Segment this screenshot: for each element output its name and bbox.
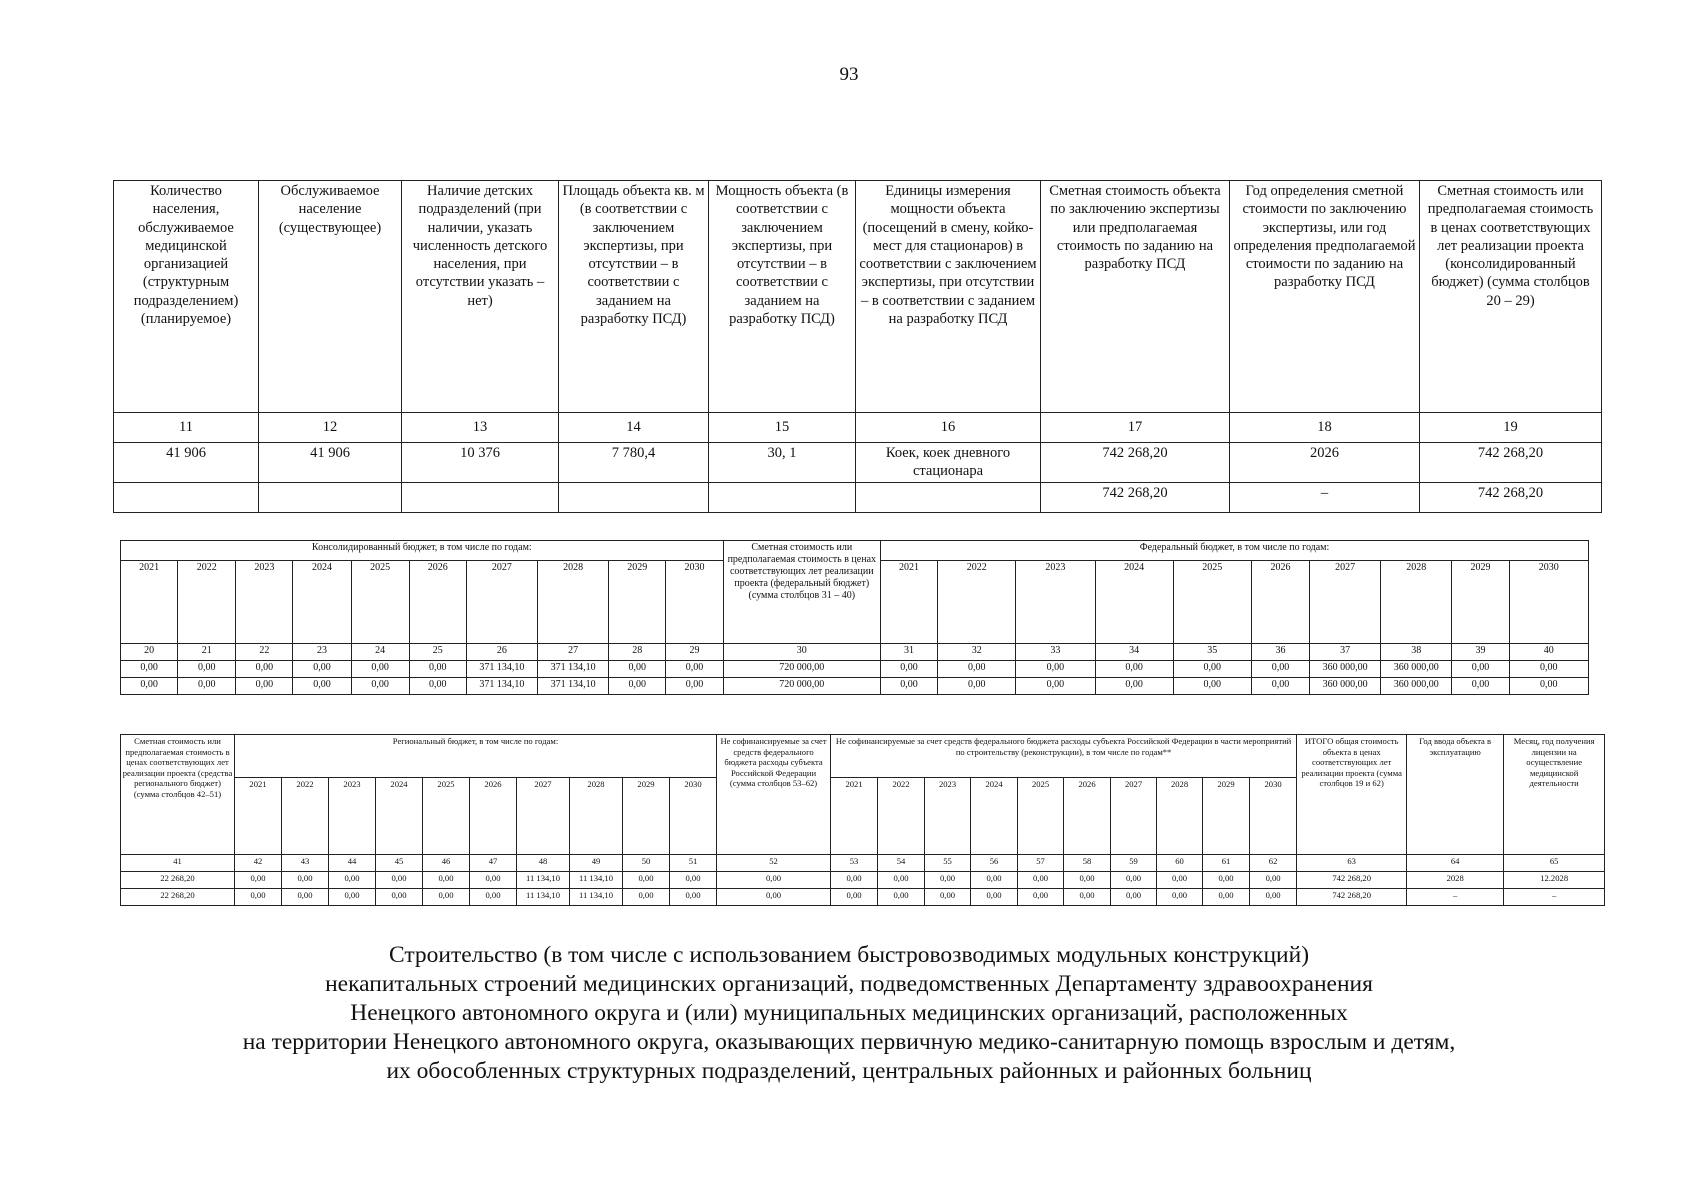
cell: 0,00: [1095, 678, 1173, 695]
cell: 0,00: [670, 872, 717, 889]
col-number: 22: [236, 644, 293, 661]
col-number: 33: [1016, 644, 1095, 661]
col-number: 56: [971, 855, 1018, 872]
cell: 0,00: [1018, 872, 1064, 889]
cell: 0,00: [470, 889, 517, 906]
col-number: 20: [121, 644, 178, 661]
cell: 0,00: [178, 661, 236, 678]
cell: 22 268,20: [121, 889, 235, 906]
year-header: 2028: [1381, 561, 1452, 644]
license-date-label: Месяц, год получения лицензии на осуществление медицинской деятельности: [1504, 735, 1605, 855]
cell: 360 000,00: [1310, 661, 1381, 678]
title-line: некапитальных строений медицинских организаций, подведомственных Департаменту здравоохранения: [325, 971, 1373, 997]
cell: 0,00: [1018, 889, 1064, 906]
col-number: 28: [609, 644, 666, 661]
year-header: 2023: [236, 561, 293, 644]
col-number: 58: [1064, 855, 1111, 872]
cell: 0,00: [717, 889, 831, 906]
table3-col-numbers: [121, 855, 1605, 872]
cell: 360 000,00: [1381, 661, 1452, 678]
cell: 0,00: [831, 889, 878, 906]
cell: 0,00: [121, 678, 178, 695]
cell: 0,00: [1016, 661, 1095, 678]
table1-header-row: [114, 181, 1602, 413]
cell: [709, 482, 856, 512]
cell: 0,00: [1251, 661, 1309, 678]
year-header: 2024: [293, 561, 351, 644]
col-number: 14: [559, 413, 709, 443]
cell: 0,00: [670, 889, 717, 906]
cell: 742 268,20: [1041, 443, 1230, 483]
col-number: 45: [376, 855, 423, 872]
cell: 742 268,20: [1297, 872, 1407, 889]
cell: 360 000,00: [1310, 678, 1381, 695]
col-number: 59: [1111, 855, 1157, 872]
commission-year-label: Год ввода объекта в эксплуатацию: [1407, 735, 1504, 855]
header-cell: Мощность объекта (в соответствии с заключением экспертизы, при отсутствии – в соответствии с заданием на разработку ПСД): [709, 181, 856, 413]
cell: 41 906: [114, 443, 259, 483]
cell: [559, 482, 709, 512]
col-number: 54: [878, 855, 925, 872]
year-header: 2029: [623, 778, 670, 855]
cell: 0,00: [282, 889, 329, 906]
col-number: 17: [1041, 413, 1230, 443]
cell: 0,00: [925, 872, 971, 889]
table2-col-numbers: [121, 644, 1589, 661]
cell: 371 134,10: [466, 678, 537, 695]
col-number: 13: [402, 413, 559, 443]
year-header: 2022: [878, 778, 925, 855]
year-header: 2030: [666, 561, 723, 644]
cell: –: [1230, 482, 1420, 512]
cell: 2028: [1407, 872, 1504, 889]
title-line: Ненецкого автономного округа и (или) муниципальных медицинских организаций, расположенных: [350, 1000, 1348, 1026]
cell: 0,00: [1173, 661, 1251, 678]
title-line: на территории Ненецкого автономного округа, оказывающих первичную медико-санитарную помощь взрослым и детям,: [242, 1029, 1456, 1055]
year-header: 2022: [938, 561, 1016, 644]
table-row: [121, 872, 1605, 889]
cell: 2026: [1230, 443, 1420, 483]
year-header: 2029: [1203, 778, 1250, 855]
header-cell: Обслуживаемое население (существующее): [259, 181, 402, 413]
col-number: 26: [466, 644, 537, 661]
col-number: 42: [235, 855, 282, 872]
cell: 0,00: [409, 678, 466, 695]
cell: 0,00: [329, 872, 376, 889]
cell: –: [1407, 889, 1504, 906]
col-number: 11: [114, 413, 259, 443]
table-row: [121, 661, 1589, 678]
col-number: 65: [1504, 855, 1605, 872]
header-cell: Площадь объекта кв. м (в соответствии с заключением экспертизы, при отсутствии – в соответствии с заданием на разработку ПСД): [559, 181, 709, 413]
col-number: 34: [1095, 644, 1173, 661]
cell: 41 906: [259, 443, 402, 483]
header-cell: Год определения сметной стоимости по заключению экспертизы, или год определения предполагаемой стоимости по заданию на разработку ПСД: [1230, 181, 1420, 413]
cell: 0,00: [971, 872, 1018, 889]
year-header: 2028: [570, 778, 623, 855]
col-number: 35: [1173, 644, 1251, 661]
year-header: 2027: [1310, 561, 1381, 644]
cell: 0,00: [666, 678, 723, 695]
year-header: 2029: [609, 561, 666, 644]
cell: 12.2028: [1504, 872, 1605, 889]
cell: 0,00: [423, 889, 470, 906]
col-number: 30: [723, 644, 880, 661]
year-header: 2027: [517, 778, 570, 855]
cell: 11 134,10: [570, 889, 623, 906]
title-line: Строительство (в том числе с использованием быстровозводимых модульных конструкций): [388, 942, 1310, 968]
federal-cost-label: Сметная стоимость или предполагаемая стоимость в ценах соответствующих лет реализации проекта (федеральный бюджет) (сумма столбцов 31 – 40): [723, 541, 880, 644]
year-header: 2028: [1157, 778, 1203, 855]
table-row: [114, 482, 1602, 512]
cell: 0,00: [666, 661, 723, 678]
cell: 371 134,10: [538, 661, 609, 678]
col-number: 24: [351, 644, 409, 661]
year-header: 2025: [1018, 778, 1064, 855]
cell: 0,00: [623, 872, 670, 889]
non-cofinanced-years-label: Не софинансируемые за счет средств федерального бюджета расходы субъекта Российской Федерации в части мероприятий по строительству (реконструкции), в том числе по годам**: [831, 735, 1297, 778]
cell: [856, 482, 1041, 512]
col-number: 31: [880, 644, 937, 661]
year-header: 2030: [1250, 778, 1297, 855]
cell: 0,00: [293, 661, 351, 678]
cell: 10 376: [402, 443, 559, 483]
header-cell: Сметная стоимость объекта по заключению экспертизы или предполагаемая стоимость по заданию на разработку ПСД: [1041, 181, 1230, 413]
cell: 0,00: [1064, 872, 1111, 889]
col-number: 18: [1230, 413, 1420, 443]
cell: 742 268,20: [1420, 482, 1602, 512]
object-parameters-table: [113, 180, 1602, 513]
col-number: 49: [570, 855, 623, 872]
col-number: 43: [282, 855, 329, 872]
col-number: 23: [293, 644, 351, 661]
col-number: 40: [1509, 644, 1588, 661]
col-number: 52: [717, 855, 831, 872]
cell: 742 268,20: [1420, 443, 1602, 483]
cell: 0,00: [423, 872, 470, 889]
cell: 0,00: [1251, 678, 1309, 695]
header-cell: Сметная стоимость или предполагаемая стоимость в ценах соответствующих лет реализации проекта (консолидированный бюджет) (сумма столбцов 20 – 29): [1420, 181, 1602, 413]
year-header: 2029: [1452, 561, 1509, 644]
col-number: 12: [259, 413, 402, 443]
year-header: 2026: [409, 561, 466, 644]
year-header: 2024: [1095, 561, 1173, 644]
col-number: 16: [856, 413, 1041, 443]
section-title: [0, 941, 1698, 1086]
cell: 0,00: [1509, 661, 1588, 678]
cell: 0,00: [236, 661, 293, 678]
col-number: 37: [1310, 644, 1381, 661]
col-number: 47: [470, 855, 517, 872]
consolidated-budget-label: Консолидированный бюджет, в том числе по годам:: [121, 541, 724, 561]
table-row: [121, 678, 1589, 695]
cell: 0,00: [1452, 661, 1509, 678]
cell: 0,00: [376, 889, 423, 906]
cell: –: [1504, 889, 1605, 906]
cell: 0,00: [1509, 678, 1588, 695]
cell: 0,00: [609, 661, 666, 678]
header-cell: Наличие детских подразделений (при наличии, указать численность детского населения, при отсутствии указать – нет): [402, 181, 559, 413]
table-row: [121, 889, 1605, 906]
year-header: 2025: [351, 561, 409, 644]
cell: 0,00: [1203, 872, 1250, 889]
col-number: 62: [1250, 855, 1297, 872]
col-number: 36: [1251, 644, 1309, 661]
consolidated-federal-budget-table: [120, 540, 1589, 695]
cell: 22 268,20: [121, 872, 235, 889]
cell: 0,00: [925, 889, 971, 906]
col-number: 46: [423, 855, 470, 872]
cell: 30, 1: [709, 443, 856, 483]
year-header: 2021: [831, 778, 878, 855]
cell: 11 134,10: [570, 872, 623, 889]
year-header: 2023: [329, 778, 376, 855]
col-number: 60: [1157, 855, 1203, 872]
col-number: 57: [1018, 855, 1064, 872]
total-cost-label: ИТОГО общая стоимость объекта в ценах соответствующих лет реализации проекта (сумма столбцов 19 и 62): [1297, 735, 1407, 855]
col-number: 21: [178, 644, 236, 661]
cell: 360 000,00: [1381, 678, 1452, 695]
cell: 0,00: [1452, 678, 1509, 695]
cell: [114, 482, 259, 512]
year-header: 2025: [1173, 561, 1251, 644]
col-number: 64: [1407, 855, 1504, 872]
cell: 0,00: [351, 678, 409, 695]
title-line: их обособленных структурных подразделений, центральных районных и районных больниц: [386, 1058, 1312, 1084]
col-number: 61: [1203, 855, 1250, 872]
col-number: 51: [670, 855, 717, 872]
non-cofinanced-label: Не софинансируемые за счет средств федерального бюджета расходы субъекта Российской Федерации (сумма столбцов 53–62): [717, 735, 831, 855]
col-number: 19: [1420, 413, 1602, 443]
year-header: 2021: [121, 561, 178, 644]
cell: 0,00: [1016, 678, 1095, 695]
year-header: 2021: [235, 778, 282, 855]
col-number: 55: [925, 855, 971, 872]
year-header: 2023: [1016, 561, 1095, 644]
cell: 0,00: [1064, 889, 1111, 906]
col-number: 63: [1297, 855, 1407, 872]
cell: 0,00: [376, 872, 423, 889]
col-number: 15: [709, 413, 856, 443]
col-number: 38: [1381, 644, 1452, 661]
cell: 0,00: [1095, 661, 1173, 678]
year-header: 2023: [925, 778, 971, 855]
col-number: 29: [666, 644, 723, 661]
cell: 0,00: [1157, 889, 1203, 906]
col-number: 44: [329, 855, 376, 872]
cell: 371 134,10: [466, 661, 537, 678]
cell: 0,00: [1111, 889, 1157, 906]
cell: 0,00: [236, 678, 293, 695]
col-number: 25: [409, 644, 466, 661]
cell: 720 000,00: [723, 661, 880, 678]
cell: [259, 482, 402, 512]
cell: 0,00: [609, 678, 666, 695]
table1-col-numbers: [114, 413, 1602, 443]
cell: 11 134,10: [517, 889, 570, 906]
cell: 0,00: [1250, 889, 1297, 906]
cell: 0,00: [470, 872, 517, 889]
year-header: 2027: [1111, 778, 1157, 855]
cell: 0,00: [880, 678, 937, 695]
year-header: 2030: [670, 778, 717, 855]
regional-cost-label: Сметная стоимость или предполагаемая стоимость в ценах соответствующих лет реализации проекта (средства регионального бюджет) (сумма столбцов 42–51): [121, 735, 235, 855]
cell: 0,00: [329, 889, 376, 906]
cell: 0,00: [623, 889, 670, 906]
cell: 0,00: [178, 678, 236, 695]
cell: 0,00: [1111, 872, 1157, 889]
col-number: 50: [623, 855, 670, 872]
year-header: 2021: [880, 561, 937, 644]
cell: 0,00: [938, 678, 1016, 695]
cell: 0,00: [235, 872, 282, 889]
cell: [402, 482, 559, 512]
cell: 0,00: [878, 889, 925, 906]
col-number: 48: [517, 855, 570, 872]
col-number: 27: [538, 644, 609, 661]
cell: 0,00: [121, 661, 178, 678]
cell: 0,00: [1250, 872, 1297, 889]
year-header: 2026: [1251, 561, 1309, 644]
cell: 0,00: [938, 661, 1016, 678]
year-header: 2028: [538, 561, 609, 644]
cell: 0,00: [1157, 872, 1203, 889]
cell: 0,00: [878, 872, 925, 889]
cell: 11 134,10: [517, 872, 570, 889]
year-header: 2025: [423, 778, 470, 855]
cell: 0,00: [1173, 678, 1251, 695]
cell: 0,00: [351, 661, 409, 678]
cell: 371 134,10: [538, 678, 609, 695]
cell: 7 780,4: [559, 443, 709, 483]
cell: 720 000,00: [723, 678, 880, 695]
year-header: 2030: [1509, 561, 1588, 644]
table-row: [114, 443, 1602, 483]
col-number: 32: [938, 644, 1016, 661]
cell: 0,00: [282, 872, 329, 889]
header-cell: Единицы измерения мощности объекта (посещений в смену, койко-мест для стационаров) в соответствии с заключением экспертизы, при отсутствии – в соответствии с заданием на разработку ПСД: [856, 181, 1041, 413]
cell: 0,00: [293, 678, 351, 695]
cell: 742 268,20: [1041, 482, 1230, 512]
year-header: 2026: [1064, 778, 1111, 855]
col-number: 53: [831, 855, 878, 872]
federal-budget-label: Федеральный бюджет, в том числе по годам:: [880, 541, 1588, 561]
year-header: 2027: [466, 561, 537, 644]
col-number: 41: [121, 855, 235, 872]
cell: 0,00: [831, 872, 878, 889]
cell: 0,00: [235, 889, 282, 906]
cell: 0,00: [409, 661, 466, 678]
year-header: 2026: [470, 778, 517, 855]
page-number: 93: [839, 64, 859, 85]
year-header: 2022: [282, 778, 329, 855]
cell: 0,00: [1203, 889, 1250, 906]
year-header: 2024: [376, 778, 423, 855]
year-header: 2022: [178, 561, 236, 644]
regional-budget-table: [120, 734, 1605, 906]
regional-budget-label: Региональный бюджет, в том числе по годам:: [235, 735, 717, 778]
year-header: 2024: [971, 778, 1018, 855]
cell: 742 268,20: [1297, 889, 1407, 906]
col-number: 39: [1452, 644, 1509, 661]
cell: 0,00: [971, 889, 1018, 906]
cell: 0,00: [880, 661, 937, 678]
header-cell: Количество населения, обслуживаемое медицинской организацией (структурным подразделением) (планируемое): [114, 181, 259, 413]
cell: 0,00: [717, 872, 831, 889]
cell: Коек, коек дневного стационара: [856, 443, 1041, 483]
